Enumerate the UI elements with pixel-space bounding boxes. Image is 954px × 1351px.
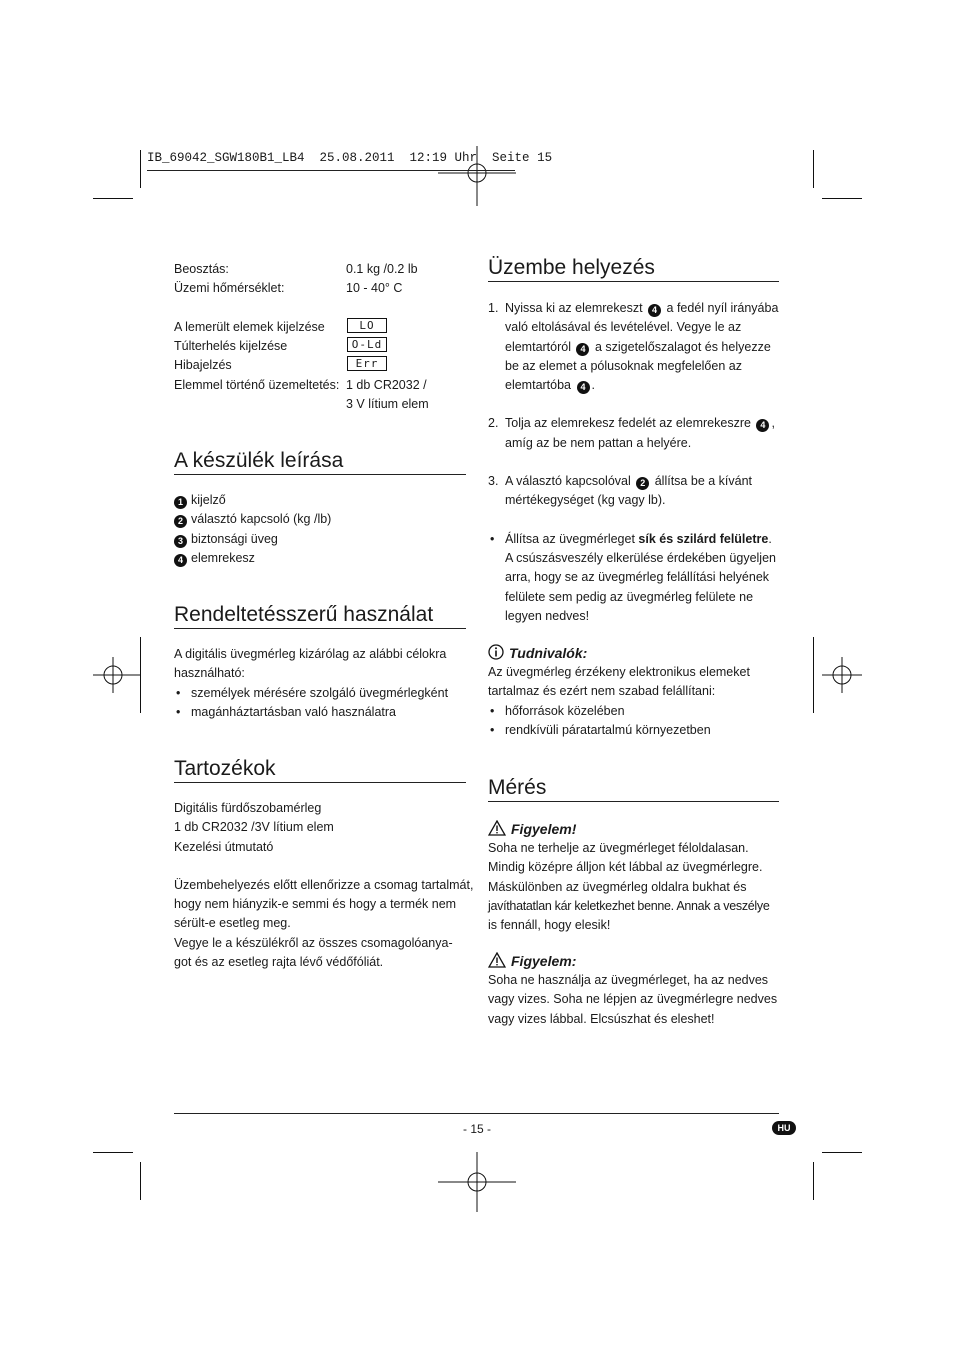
list-item: • hőforrások közelében [488,702,783,721]
spec-label: Túlterhelés kijelzése [174,339,288,353]
paragraph-line: Mindig középre álljon két lábbal az üvegmérlegre. [488,860,763,875]
spec-value: 10 - 40° C [346,281,403,295]
paragraph-line: Soha ne használja az üvegmérleget, ha az nedves [488,973,769,987]
number-badge-icon: 4 [174,554,187,567]
number-badge-icon: 2 [636,477,649,490]
accessories-text [174,799,474,972]
setup-bullet [488,530,783,626]
paragraph-line: got és az esetleg rajta lévő védőfóliát. [174,955,384,970]
number-badge-icon: 4 [576,343,589,356]
list-item [174,491,331,510]
info-note [488,643,783,740]
text: Nyissa ki az elemrekeszt [505,301,643,315]
list-item: 1 db CR2032 /3V lítium elem [174,820,334,835]
paragraph-line: Vegye le a készülékről az összes csomagolóanya- [174,935,453,950]
warning-title: Figyelem: [511,953,577,969]
note-title: Tudnivalók: [509,645,588,661]
list-item [174,510,331,529]
text: be az elemet a pólusoknak megfelelően az [505,358,742,373]
text: A választó kapcsolóval [505,474,631,489]
number-badge-icon: 1 [174,496,187,509]
text: . [768,531,772,546]
part-label: elemrekesz [191,550,255,565]
info-icon [488,644,504,660]
intended-use-text [174,645,474,722]
text: állítsa be a kívánt [654,474,753,489]
warning-1 [488,819,783,935]
text: a szigetelőszalagot és helyezze [594,339,771,354]
section-rule [174,474,466,475]
paragraph-line: A digitális üvegmérleg kizárólag az alábbi célokra [174,647,447,661]
warning-2 [488,951,783,1029]
footer-rule [174,1113,779,1114]
text: Állítsa az üvegmérleget [505,531,639,546]
list-item [488,530,783,626]
spec-value: 0.1 kg /0.2 lb [346,262,418,276]
text: mértékegységet (kg vagy lb). [505,493,666,508]
text: elemtartóba [505,378,572,393]
paragraph-line: vagy vizes. Soha ne lépjen az üvegmérlegre nedves [488,992,778,1007]
setup-step-3 [488,472,783,511]
paragraph-line: tartalmaz és ezért nem szabad felállítani: [488,684,716,699]
emphasis: sík és szilárd felületre [638,531,769,546]
warning-triangle-icon [488,952,506,968]
paragraph-line: használható: [174,666,245,681]
paragraph-line: sérült-e esetleg meg. [174,916,291,931]
section-title-accessories: Tartozékok [174,757,276,780]
step-number: 3. [488,474,499,489]
text: Tolja az elemrekesz fedelét az elemrekeszre [505,416,751,431]
list-item [174,530,331,549]
part-label: biztonsági üveg [191,531,278,546]
section-rule [174,628,466,629]
spec-value: 1 db CR2032 / [346,378,427,392]
text: legyen nedves! [505,608,590,623]
paragraph-line: javíthatatlan kár keletkezhet benne. Annak a veszélye [488,898,770,913]
spec-label: Beosztás: [174,262,229,276]
warning-triangle-icon [488,820,506,836]
text: elemtartóról [505,339,571,354]
spec-label: A lemerült elemek kijelzése [174,320,325,334]
paragraph-line: is fennáll, hogy elesik! [488,918,611,933]
list-item [174,549,331,568]
step-number: 2. [488,416,499,431]
list-item: Digitális fürdőszobamérleg [174,801,322,815]
list-item: • magánháztartásban való használatra [174,703,474,722]
paragraph-line: hogy nem hiányzik-e semmi és hogy a termék nem [174,897,457,912]
setup-step-1 [488,299,783,395]
text: . [591,378,595,393]
text: , [771,416,775,431]
text: amíg az be nem pattan a helyére. [505,435,692,450]
spec-label: Elemmel történő üzemeltetés: [174,378,340,392]
spec-value: 3 V lítium elem [346,397,429,411]
section-title-description: A készülék leírása [174,449,344,472]
registration-mark-left-icon [93,655,141,695]
text: való eltolásával és levételével. Vegye le az [505,320,742,335]
number-badge-icon: 2 [174,515,187,528]
section-title-setup: Üzembe helyezés [488,256,655,279]
registration-mark-bottom-icon [438,1152,516,1212]
print-slug: IB_69042_SGW180B1_LB4 25.08.2011 12:19 Uhr Seite 15 [147,151,553,165]
section-title-measurement: Mérés [488,776,547,799]
list-item: Kezelési útmutató [174,839,274,854]
number-badge-icon: 3 [174,535,187,548]
text: felülete sem pedig az üvegmérleg felülete ne [505,589,754,604]
number-badge-icon: 4 [577,381,590,394]
number-badge-icon: 4 [648,304,661,317]
lcd-low-battery: LO [347,318,387,333]
section-rule [488,801,779,802]
slug-underline [147,170,515,171]
text: a fedél nyíl irányába [666,301,779,315]
registration-mark-right-icon [822,655,862,695]
list-item: • személyek mérésére szolgáló üvegmérlegként [174,684,474,703]
setup-steps [488,299,783,626]
spec-label: Üzemi hőmérséklet: [174,281,285,295]
section-rule [488,281,779,282]
section-rule [174,782,466,783]
text: arra, hogy se az üvegmérleg felállítási helyének [505,570,770,585]
lcd-overload: O-Ld [347,337,387,352]
part-label: kijelző [191,493,226,507]
text: A csúszásveszély elkerülése érdekében ügyeljen [505,550,776,565]
page-number: - 15 - [462,1122,491,1136]
paragraph-line: Üzembehelyezés előtt ellenőrizze a csomag tartalmát, [174,877,474,892]
step-number: 1. [488,301,499,315]
lcd-error: Err [347,356,387,371]
language-badge: HU [772,1121,796,1135]
paragraph-line: Az üvegmérleg érzékeny elektronikus elemeket [488,665,750,679]
list-item: • rendkívüli páratartalmú környezetben [488,721,783,740]
parts-list [174,491,331,568]
paragraph-line: Soha ne terhelje az üvegmérleget féloldalasan. [488,841,749,855]
part-label: választó kapcsoló (kg /lb) [191,512,332,527]
setup-step-2 [488,414,783,453]
number-badge-icon: 4 [756,419,769,432]
paragraph-line: vagy vizes lábbal. Elcsúszhat és eleshet! [488,1011,715,1026]
warning-title: Figyelem! [511,821,577,837]
section-title-intended-use: Rendeltetésszerű használat [174,603,434,626]
spec-label: Hibajelzés [174,358,232,372]
paragraph-line: Máskülönben az üvegmérleg oldalra bukhat és [488,879,747,894]
